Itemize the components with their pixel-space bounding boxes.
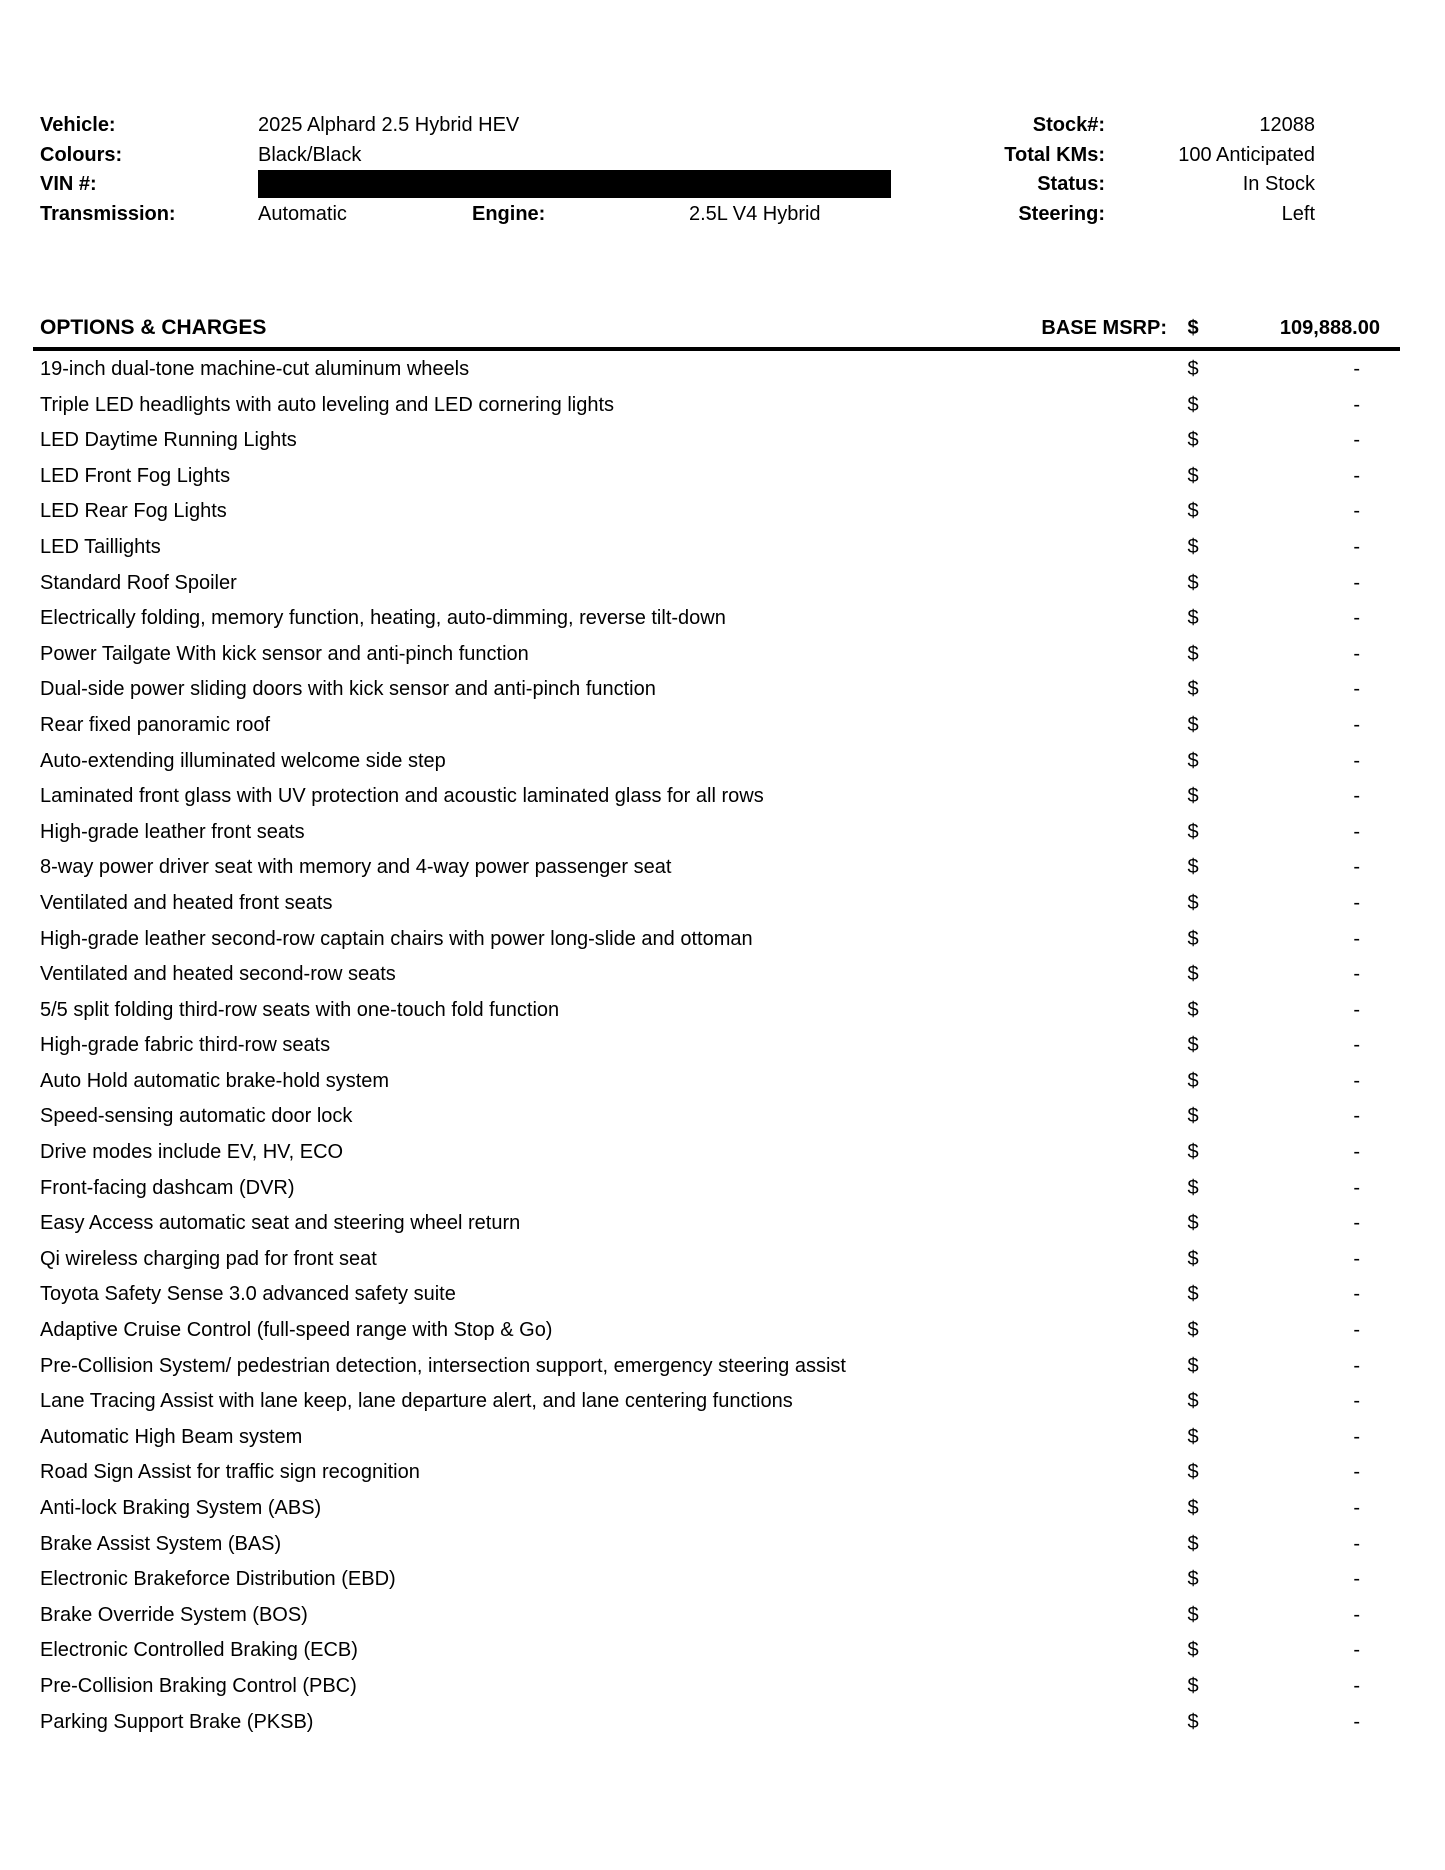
option-row — [0, 993, 1445, 1029]
amount-placeholder: - — [1353, 1141, 1360, 1164]
currency-symbol: $ — [1187, 713, 1199, 736]
option-row — [0, 352, 1445, 388]
steering-value: Left — [1281, 203, 1315, 225]
currency-symbol: $ — [1187, 1425, 1199, 1448]
option-row — [0, 1242, 1445, 1278]
amount-placeholder: - — [1353, 1674, 1360, 1697]
currency-symbol: $ — [1187, 1212, 1199, 1235]
currency-symbol: $ — [1187, 1532, 1199, 1555]
option-row — [0, 1171, 1445, 1207]
currency-symbol: $ — [1187, 678, 1199, 701]
currency-symbol: $ — [1187, 1674, 1199, 1697]
transmission-row — [0, 199, 1445, 229]
currency-symbol: $ — [1187, 1461, 1199, 1484]
currency-symbol: $ — [1187, 1354, 1199, 1377]
option-description: Laminated front glass with UV protection and acoustic laminated glass for all rows — [40, 785, 764, 808]
colours-value: Black/Black — [258, 144, 362, 166]
amount-placeholder: - — [1353, 678, 1360, 701]
total-kms-label: Total KMs: — [1004, 144, 1105, 166]
vin-redaction-bar — [258, 170, 891, 198]
amount-placeholder: - — [1353, 1034, 1360, 1057]
option-description: Dual-side power sliding doors with kick sensor and anti-pinch function — [40, 678, 656, 701]
option-description: LED Front Fog Lights — [40, 464, 231, 487]
amount-placeholder: - — [1353, 1710, 1360, 1733]
amount-placeholder: - — [1353, 429, 1360, 452]
section-divider-rule — [33, 347, 1400, 351]
base-msrp-label: BASE MSRP: — [1041, 317, 1167, 339]
currency-symbol: $ — [1187, 642, 1199, 665]
currency-symbol: $ — [1187, 464, 1199, 487]
amount-placeholder: - — [1353, 1319, 1360, 1342]
option-description: Electronic Controlled Braking (ECB) — [40, 1639, 358, 1662]
colours-row — [0, 140, 1445, 170]
option-row — [0, 1349, 1445, 1385]
option-description: Anti-lock Braking System (ABS) — [40, 1497, 322, 1519]
currency-symbol: $ — [1187, 358, 1199, 380]
currency-symbol: $ — [1187, 1568, 1199, 1591]
currency-symbol: $ — [1187, 749, 1199, 772]
option-description: 8-way power driver seat with memory and 4-way power passenger seat — [40, 856, 672, 879]
option-row — [0, 1313, 1445, 1349]
option-description: High-grade fabric third-row seats — [40, 1034, 331, 1057]
option-description: Brake Assist System (BAS) — [40, 1532, 282, 1555]
amount-placeholder: - — [1353, 1069, 1360, 1092]
option-description: Easy Access automatic seat and steering wheel return — [40, 1212, 521, 1235]
amount-placeholder: - — [1353, 1212, 1360, 1235]
option-description: Electronic Brakeforce Distribution (EBD) — [40, 1568, 396, 1591]
status-value: In Stock — [1242, 173, 1315, 195]
option-description: Qi wireless charging pad for front seat — [40, 1247, 377, 1270]
currency-symbol: $ — [1187, 927, 1199, 950]
currency-symbol: $ — [1187, 393, 1199, 416]
amount-placeholder: - — [1353, 571, 1360, 594]
total-kms-value: 100 Anticipated — [1178, 144, 1315, 166]
option-row — [0, 459, 1445, 495]
currency-symbol: $ — [1187, 500, 1199, 523]
option-row — [0, 1028, 1445, 1064]
engine-label: Engine: — [472, 203, 546, 225]
currency-symbol: $ — [1187, 1710, 1199, 1733]
option-row — [0, 744, 1445, 780]
transmission-value: Automatic — [258, 203, 347, 225]
currency-symbol: $ — [1187, 1034, 1199, 1057]
vehicle-row — [0, 110, 1445, 140]
amount-placeholder: - — [1353, 1603, 1360, 1626]
amount-placeholder: - — [1353, 1354, 1360, 1377]
option-row — [0, 1527, 1445, 1563]
currency-symbol: $ — [1187, 856, 1199, 879]
option-description: Road Sign Assist for traffic sign recognition — [40, 1461, 420, 1484]
amount-placeholder: - — [1353, 1176, 1360, 1199]
vin-row — [0, 169, 1445, 199]
option-row — [0, 1206, 1445, 1242]
option-row — [0, 1135, 1445, 1171]
amount-placeholder: - — [1353, 500, 1360, 523]
colours-label: Colours: — [40, 144, 123, 166]
option-description: Rear fixed panoramic roof — [40, 713, 271, 736]
option-description: Toyota Safety Sense 3.0 advanced safety suite — [40, 1283, 456, 1306]
option-description: Parking Support Brake (PKSB) — [40, 1710, 314, 1733]
amount-placeholder: - — [1353, 1247, 1360, 1270]
option-row — [0, 708, 1445, 744]
amount-placeholder: - — [1353, 998, 1360, 1021]
option-row — [0, 886, 1445, 922]
currency-symbol: $ — [1187, 1319, 1199, 1342]
amount-placeholder: - — [1353, 1390, 1360, 1413]
base-msrp-currency-symbol: $ — [1187, 317, 1199, 339]
option-description: Power Tailgate With kick sensor and anti-pinch function — [40, 642, 529, 665]
amount-placeholder: - — [1353, 749, 1360, 772]
option-description: Speed-sensing automatic door lock — [40, 1105, 353, 1128]
currency-symbol: $ — [1187, 1603, 1199, 1626]
steering-label: Steering: — [1018, 203, 1105, 225]
amount-placeholder: - — [1353, 393, 1360, 416]
vin-label: VIN #: — [40, 173, 97, 195]
option-row — [0, 1064, 1445, 1100]
currency-symbol: $ — [1187, 1283, 1199, 1306]
option-description: Pre-Collision System/ pedestrian detection, intersection support, emergency steering assist — [40, 1354, 846, 1377]
amount-placeholder: - — [1353, 1425, 1360, 1448]
option-description: LED Taillights — [40, 535, 161, 558]
option-description: Adaptive Cruise Control (full-speed range with Stop & Go) — [40, 1319, 553, 1342]
currency-symbol: $ — [1187, 1639, 1199, 1662]
option-description: Triple LED headlights with auto leveling and LED cornering lights — [40, 393, 615, 416]
amount-placeholder: - — [1353, 607, 1360, 630]
option-row — [0, 1277, 1445, 1313]
currency-symbol: $ — [1187, 535, 1199, 558]
currency-symbol: $ — [1187, 607, 1199, 630]
amount-placeholder: - — [1353, 1639, 1360, 1662]
amount-placeholder: - — [1353, 1461, 1360, 1484]
vehicle-value: 2025 Alphard 2.5 Hybrid HEV — [258, 114, 520, 136]
amount-placeholder: - — [1353, 1568, 1360, 1591]
option-description: LED Daytime Running Lights — [40, 429, 297, 452]
option-row — [0, 1562, 1445, 1598]
amount-placeholder: - — [1353, 1532, 1360, 1555]
option-row — [0, 850, 1445, 886]
option-description: Ventilated and heated second-row seats — [40, 963, 396, 986]
option-row — [0, 1705, 1445, 1741]
currency-symbol: $ — [1187, 1141, 1199, 1164]
amount-placeholder: - — [1353, 1497, 1360, 1519]
options-rows — [0, 352, 1445, 1740]
status-label: Status: — [1037, 173, 1105, 195]
amount-placeholder: - — [1353, 713, 1360, 736]
amount-placeholder: - — [1353, 1105, 1360, 1128]
option-description: LED Rear Fog Lights — [40, 500, 227, 523]
amount-placeholder: - — [1353, 963, 1360, 986]
option-row — [0, 922, 1445, 958]
vehicle-label: Vehicle: — [40, 114, 116, 136]
option-description: 5/5 split folding third-row seats with one-touch fold function — [40, 998, 560, 1021]
option-row — [0, 530, 1445, 566]
currency-symbol: $ — [1187, 785, 1199, 808]
option-description: Lane Tracing Assist with lane keep, lane departure alert, and lane centering functions — [40, 1390, 793, 1413]
option-row — [0, 423, 1445, 459]
option-row — [0, 637, 1445, 673]
option-description: Drive modes include EV, HV, ECO — [40, 1141, 344, 1164]
option-row — [0, 1099, 1445, 1135]
currency-symbol: $ — [1187, 1176, 1199, 1199]
currency-symbol: $ — [1187, 820, 1199, 843]
option-row — [0, 1384, 1445, 1420]
option-description: Pre-Collision Braking Control (PBC) — [40, 1674, 357, 1697]
option-row — [0, 779, 1445, 815]
option-row — [0, 388, 1445, 424]
currency-symbol: $ — [1187, 1497, 1199, 1519]
option-description: Automatic High Beam system — [40, 1425, 303, 1448]
option-row — [0, 1598, 1445, 1634]
option-row — [0, 1669, 1445, 1705]
currency-symbol: $ — [1187, 1069, 1199, 1092]
option-row — [0, 1633, 1445, 1669]
amount-placeholder: - — [1353, 642, 1360, 665]
option-row — [0, 1455, 1445, 1491]
option-description: Front-facing dashcam (DVR) — [40, 1176, 295, 1199]
amount-placeholder: - — [1353, 785, 1360, 808]
currency-symbol: $ — [1187, 891, 1199, 914]
option-row — [0, 566, 1445, 602]
base-msrp-value: 109,888.00 — [1279, 317, 1380, 339]
amount-placeholder: - — [1353, 358, 1360, 380]
option-description: High-grade leather second-row captain chairs with power long-slide and ottoman — [40, 927, 753, 950]
option-description: Standard Roof Spoiler — [40, 571, 237, 594]
amount-placeholder: - — [1353, 464, 1360, 487]
currency-symbol: $ — [1187, 1105, 1199, 1128]
option-description: Ventilated and heated front seats — [40, 891, 333, 914]
option-description: Electrically folding, memory function, heating, auto-dimming, reverse tilt-down — [40, 607, 726, 630]
currency-symbol: $ — [1187, 963, 1199, 986]
option-row — [0, 815, 1445, 851]
option-description: High-grade leather front seats — [40, 820, 305, 843]
currency-symbol: $ — [1187, 998, 1199, 1021]
option-row — [0, 672, 1445, 708]
amount-placeholder: - — [1353, 535, 1360, 558]
currency-symbol: $ — [1187, 1390, 1199, 1413]
currency-symbol: $ — [1187, 1247, 1199, 1270]
option-row — [0, 601, 1445, 637]
option-description: Brake Override System (BOS) — [40, 1603, 308, 1626]
option-row — [0, 957, 1445, 993]
currency-symbol: $ — [1187, 571, 1199, 594]
option-description: Auto Hold automatic brake-hold system — [40, 1069, 390, 1092]
amount-placeholder: - — [1353, 1283, 1360, 1306]
transmission-label: Transmission: — [40, 203, 176, 225]
stock-number-label: Stock#: — [1032, 114, 1105, 136]
option-description: 19-inch dual-tone machine-cut aluminum wheels — [40, 358, 470, 380]
engine-value: 2.5L V4 Hybrid — [689, 203, 821, 225]
stock-number-value: 12088 — [1259, 114, 1315, 136]
option-row — [0, 1491, 1445, 1527]
amount-placeholder: - — [1353, 891, 1360, 914]
option-description: Auto-extending illuminated welcome side step — [40, 749, 446, 772]
amount-placeholder: - — [1353, 856, 1360, 879]
options-header-row — [0, 310, 1445, 346]
option-row — [0, 1420, 1445, 1456]
amount-placeholder: - — [1353, 927, 1360, 950]
option-row — [0, 494, 1445, 530]
options-section-title: OPTIONS & CHARGES — [40, 316, 267, 339]
currency-symbol: $ — [1187, 429, 1199, 452]
amount-placeholder: - — [1353, 820, 1360, 843]
